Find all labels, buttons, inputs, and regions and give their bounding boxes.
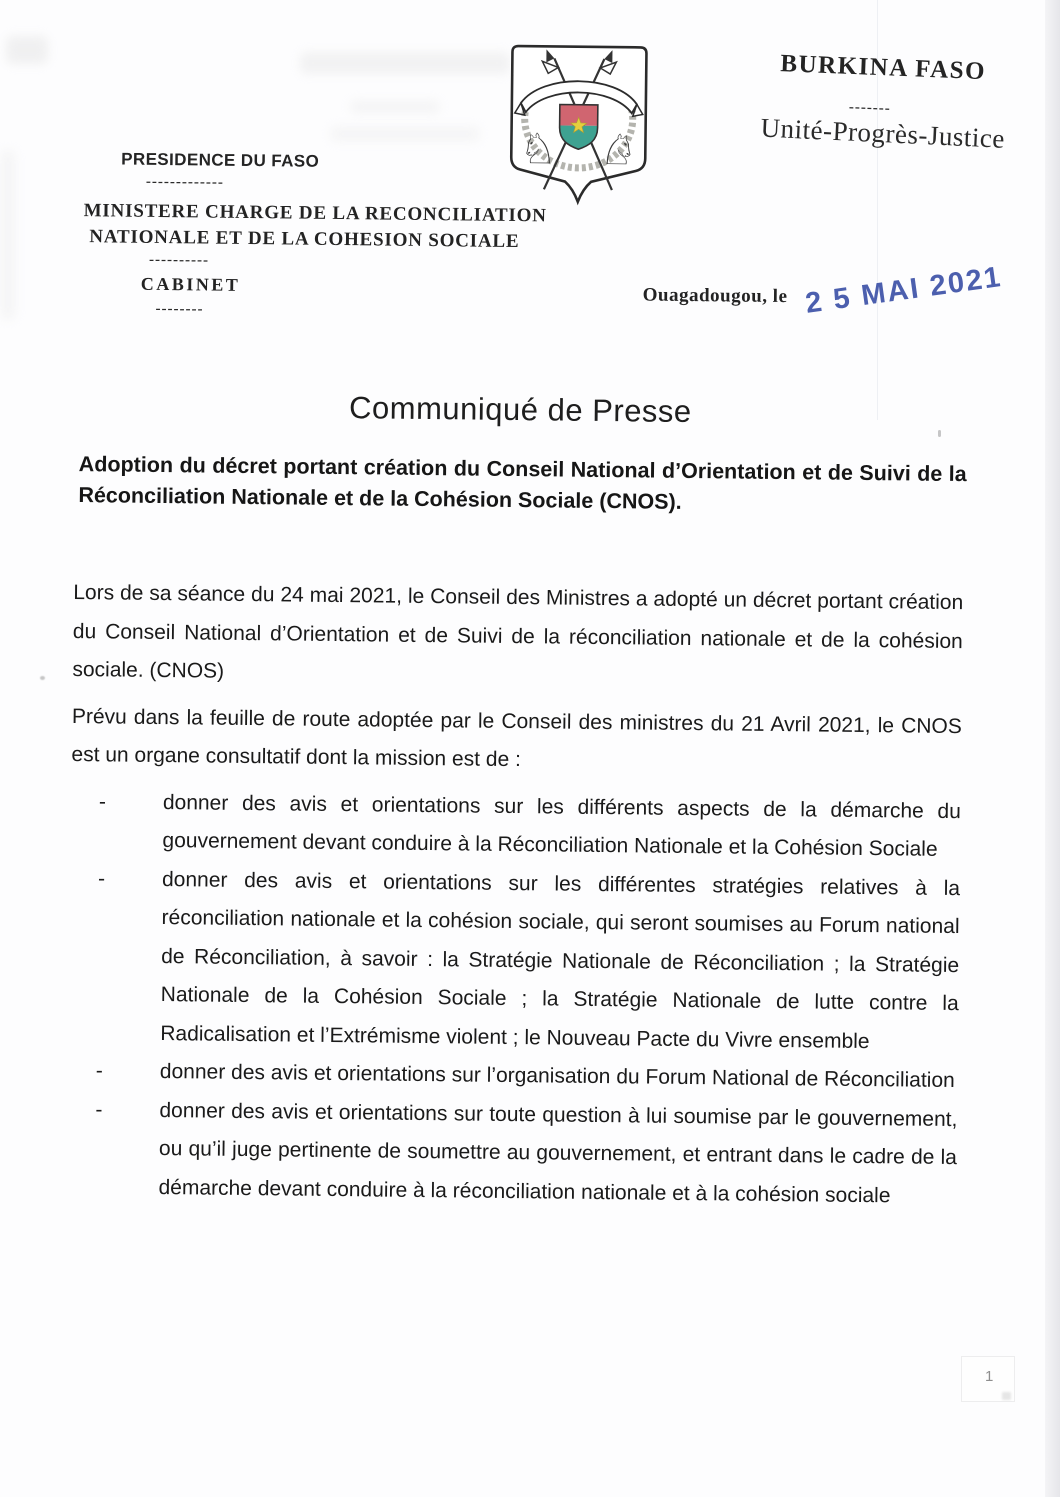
presidence-label: PRESIDENCE DU FASO <box>121 149 320 171</box>
document-title: Communiqué de Presse <box>348 390 692 430</box>
divider: -------- <box>155 300 204 318</box>
date-stamp: 2 5 MAI 2021 <box>803 261 1005 320</box>
list-item <box>68 859 960 1062</box>
list-item-marker: - <box>95 1097 103 1121</box>
list-item-text: donner des avis et orientations sur l’organisation du Forum National de Réconciliation <box>159 1060 955 1093</box>
coat-of-arms-emblem <box>503 40 655 212</box>
svg-text:♘: ♘ <box>519 124 558 174</box>
scan-edge-band <box>1045 0 1060 1497</box>
list-item <box>66 1090 957 1216</box>
country-name: BURKINA FASO <box>779 50 987 86</box>
document-body <box>66 574 963 1216</box>
cabinet-label: CABINET <box>140 273 241 295</box>
list-item-text: donner des avis et orientations sur les différents aspects de la démarche du gouvernement devant conduire à la Réconciliation Nationale et la Cohésion Sociale <box>162 790 962 861</box>
paragraph: Lors de sa séance du 24 mai 2021, le Conseil des Ministres a adopté un décret portant création du Conseil National d’Orientation et de Suivi de la réconciliation nationale et de la cohésion sociale. (CNOS) <box>72 581 964 683</box>
ministry-name-line2: NATIONALE ET DE LA COHESION SOCIALE <box>89 226 520 253</box>
list-item-marker: - <box>98 789 107 813</box>
paragraph: Prévu dans la feuille de route adoptée par le Conseil des ministres du 21 Avril 2021, le CNOS est un organe consultatif dont la mission est de : <box>71 704 962 772</box>
national-motto: Unité-Progrès-Justice <box>760 112 1006 154</box>
divider: ---------- <box>148 251 210 269</box>
list-item-text: donner des avis et orientations sur les différentes stratégies relatives à la réconciliation nationale et la cohésion sociale, qui seront soumises au Forum national de Réconciliation, à savoir : la Stratégie Nationale de Réconciliation ; la Stratégie Nationale de la Cohésion Sociale ; la Stratégie Nationale de lutte contre la Radicalisation et l’Extrémisme violent ; le Nouveau Pacte du Vivre ensemble <box>160 867 961 1053</box>
page-number: 1 <box>985 1368 994 1385</box>
divider: ------------- <box>145 173 224 191</box>
ministry-name-line1: MINISTERE CHARGE DE LA RECONCILIATION <box>83 200 547 227</box>
list-item <box>70 782 961 869</box>
svg-text:♘: ♘ <box>599 124 638 175</box>
burkina-faso-coat-of-arms-icon <box>503 40 655 212</box>
list-item-text: donner des avis et orientations sur toute question à lui soumise par le gouvernement, ou qu’il juge pertinente de soumettre au gouvernement, et entrant dans le cadre de la démarche devant conduire à la réconciliation nationale et à la cohésion sociale <box>158 1098 958 1207</box>
divider: ------- <box>848 99 892 117</box>
dateline-place: Ouagadougou, le <box>642 284 788 308</box>
list-item-marker: - <box>97 866 106 890</box>
document-subject: Adoption du décret portant création du Conseil National d’Orientation et de Suivi de la Réconciliation Nationale et de la Cohésion Sociale (CNOS). <box>78 452 967 514</box>
list-item-marker: - <box>95 1059 104 1083</box>
scan-artifact <box>1002 1392 1011 1400</box>
